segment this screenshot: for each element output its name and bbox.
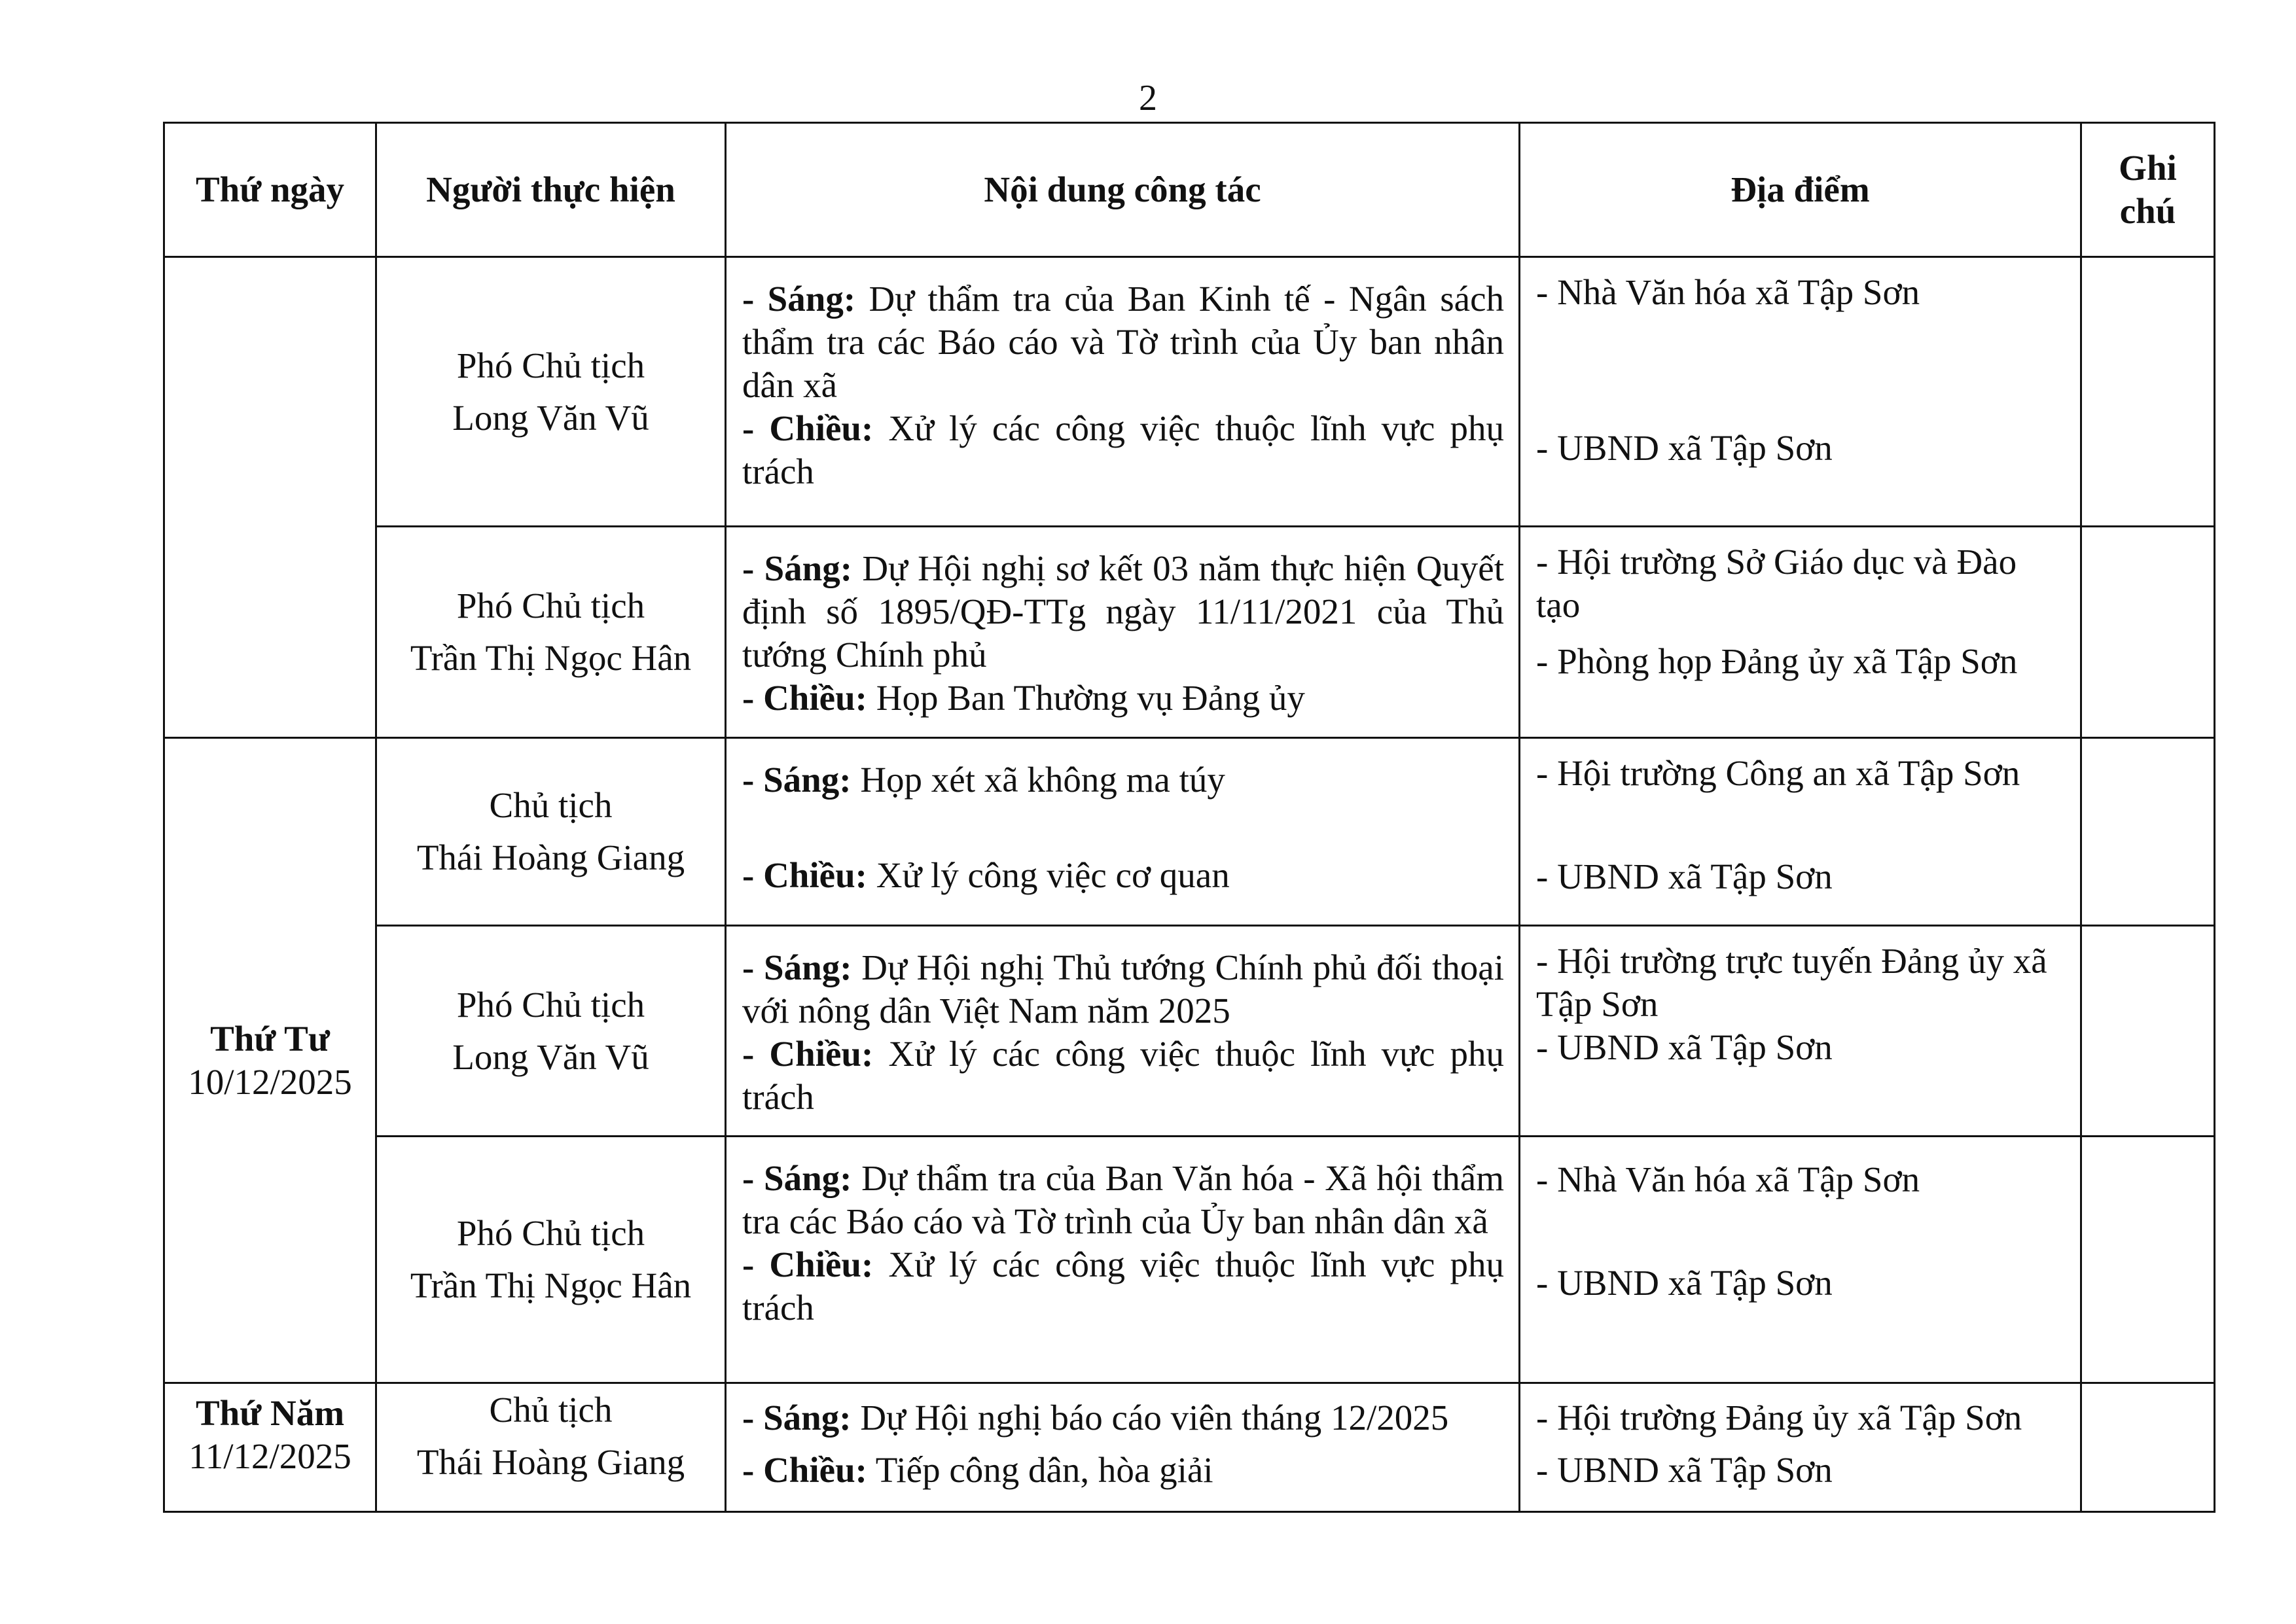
table-row: [164, 527, 2215, 738]
morning-label: - Sáng:: [742, 1398, 852, 1438]
afternoon-text: Xử lý các công việc thuộc lĩnh vực phụ trách: [742, 1244, 1504, 1328]
person-name: Trần Thị Ngọc Hân: [410, 638, 692, 678]
content-cell: [726, 1137, 1520, 1383]
place-morning: - Nhà Văn hóa xã Tập Sơn: [1536, 1159, 1920, 1199]
place-afternoon: - UBND xã Tập Sơn: [1536, 428, 1833, 468]
place-cell: [1520, 1137, 2081, 1383]
person-role: Chủ tịch: [489, 1390, 613, 1430]
person-cell: [376, 527, 726, 738]
header-note-line1: Ghi: [2119, 148, 2177, 188]
afternoon-text: Xử lý các công việc thuộc lĩnh vực phụ trách: [742, 408, 1504, 491]
note-cell: [2081, 1383, 2215, 1512]
afternoon-label: - Chiều:: [742, 855, 867, 895]
afternoon-text: Xử lý các công việc thuộc lĩnh vực phụ trách: [742, 1034, 1504, 1117]
person-name: Long Văn Vũ: [452, 397, 649, 438]
morning-label: - Sáng:: [742, 279, 856, 319]
header-content: Nội dung công tác: [726, 123, 1520, 257]
day-name: Thứ Tư: [210, 1018, 330, 1059]
table-row: [164, 1137, 2215, 1383]
person-name: Long Văn Vũ: [452, 1036, 649, 1077]
afternoon-label: - Chiều:: [742, 1034, 874, 1074]
page-number: 2: [1139, 78, 1157, 118]
person-role: Phó Chủ tịch: [456, 586, 645, 626]
afternoon-text: Xử lý công việc cơ quan: [867, 855, 1230, 895]
header-note-line2: chú: [2119, 191, 2176, 231]
header-day: Thứ ngày: [164, 123, 376, 257]
afternoon-text: Tiếp công dân, hòa giải: [867, 1450, 1213, 1490]
place-afternoon: - UBND xã Tập Sơn: [1536, 1263, 1833, 1303]
morning-label: - Sáng:: [742, 947, 852, 987]
person-cell: [376, 738, 726, 926]
note-cell: [2081, 257, 2215, 527]
note-cell: [2081, 527, 2215, 738]
content-cell: [726, 1383, 1520, 1512]
place-afternoon: - Phòng họp Đảng ủy xã Tập Sơn: [1536, 641, 2018, 681]
person-name: Thái Hoàng Giang: [416, 838, 685, 877]
morning-label: - Sáng:: [742, 548, 853, 588]
afternoon-label: - Chiều:: [742, 1244, 874, 1284]
note-cell: [2081, 738, 2215, 926]
morning-label: - Sáng:: [742, 760, 852, 800]
work-schedule-table: [163, 122, 2215, 1513]
place-morning: - Hội trường Sở Giáo dục và Đào tạo: [1536, 542, 2017, 625]
person-cell: [376, 926, 726, 1137]
note-cell: [2081, 1137, 2215, 1383]
place-afternoon: - UBND xã Tập Sơn: [1536, 1027, 1833, 1067]
person-role: Phó Chủ tịch: [456, 1213, 645, 1253]
morning-text: Dự thẩm tra của Ban Văn hóa - Xã hội thẩm tra các Báo cáo và Tờ trình của Ủy ban nhân dân xã: [742, 1158, 1504, 1241]
morning-text: Dự thẩm tra của Ban Kinh tế - Ngân sách thẩm tra các Báo cáo và Tờ trình của Ủy ban nhân dân xã: [742, 279, 1505, 405]
content-cell: [726, 926, 1520, 1137]
person-cell: [376, 1383, 726, 1512]
afternoon-label: - Chiều:: [742, 408, 874, 448]
afternoon-text: Họp Ban Thường vụ Đảng ủy: [867, 678, 1305, 718]
place-cell: [1520, 1383, 2081, 1512]
table-row: [164, 1383, 2215, 1512]
content-cell: [726, 738, 1520, 926]
morning-text: Họp xét xã không ma túy: [851, 760, 1225, 800]
person-cell: [376, 1137, 726, 1383]
person-role: Phó Chủ tịch: [456, 984, 645, 1025]
place-cell: [1520, 527, 2081, 738]
header-row: [164, 123, 2215, 257]
content-cell: [726, 527, 1520, 738]
morning-text: Dự Hội nghị Thủ tướng Chính phủ đối thoại với nông dân Việt Nam năm 2025: [742, 947, 1504, 1031]
afternoon-label: - Chiều:: [742, 678, 867, 718]
person-role: Chủ tịch: [489, 785, 613, 825]
morning-label: - Sáng:: [742, 1158, 852, 1198]
table-row: [164, 738, 2215, 926]
header-place: Địa điểm: [1520, 123, 2081, 257]
table-row: [164, 926, 2215, 1137]
person-cell: [376, 257, 726, 527]
place-morning: - Nhà Văn hóa xã Tập Sơn: [1536, 272, 1920, 312]
place-cell: [1520, 738, 2081, 926]
note-cell: [2081, 926, 2215, 1137]
day-date: 10/12/2025: [188, 1061, 352, 1102]
morning-text: Dự Hội nghị sơ kết 03 năm thực hiện Quyết định số 1895/QĐ-TTg ngày 11/11/2021 của Thủ tướng Chính phủ: [742, 548, 1504, 675]
day-cell: [164, 1383, 376, 1512]
person-name: Thái Hoàng Giang: [416, 1442, 685, 1482]
table-row: [164, 257, 2215, 527]
person-name: Trần Thị Ngọc Hân: [410, 1265, 692, 1305]
day-cell: [164, 738, 376, 1383]
place-cell: [1520, 926, 2081, 1137]
header-person: Người thực hiện: [376, 123, 726, 257]
person-role: Phó Chủ tịch: [456, 345, 645, 385]
content-cell: [726, 257, 1520, 527]
place-morning: - Hội trường trực tuyến Đảng ủy xã Tập Sơn: [1536, 941, 2047, 1024]
header-note: [2081, 123, 2215, 257]
place-morning: - Hội trường Đảng ủy xã Tập Sơn: [1536, 1398, 2022, 1438]
afternoon-label: - Chiều:: [742, 1450, 867, 1490]
place-morning: - Hội trường Công an xã Tập Sơn: [1536, 753, 2020, 793]
day-date: 11/12/2025: [188, 1436, 351, 1476]
place-afternoon: - UBND xã Tập Sơn: [1536, 1450, 1833, 1490]
place-afternoon: - UBND xã Tập Sơn: [1536, 856, 1833, 896]
day-name: Thứ Năm: [195, 1393, 345, 1433]
place-cell: [1520, 257, 2081, 527]
morning-text: Dự Hội nghị báo cáo viên tháng 12/2025: [851, 1398, 1449, 1438]
day-cell: [164, 257, 376, 738]
